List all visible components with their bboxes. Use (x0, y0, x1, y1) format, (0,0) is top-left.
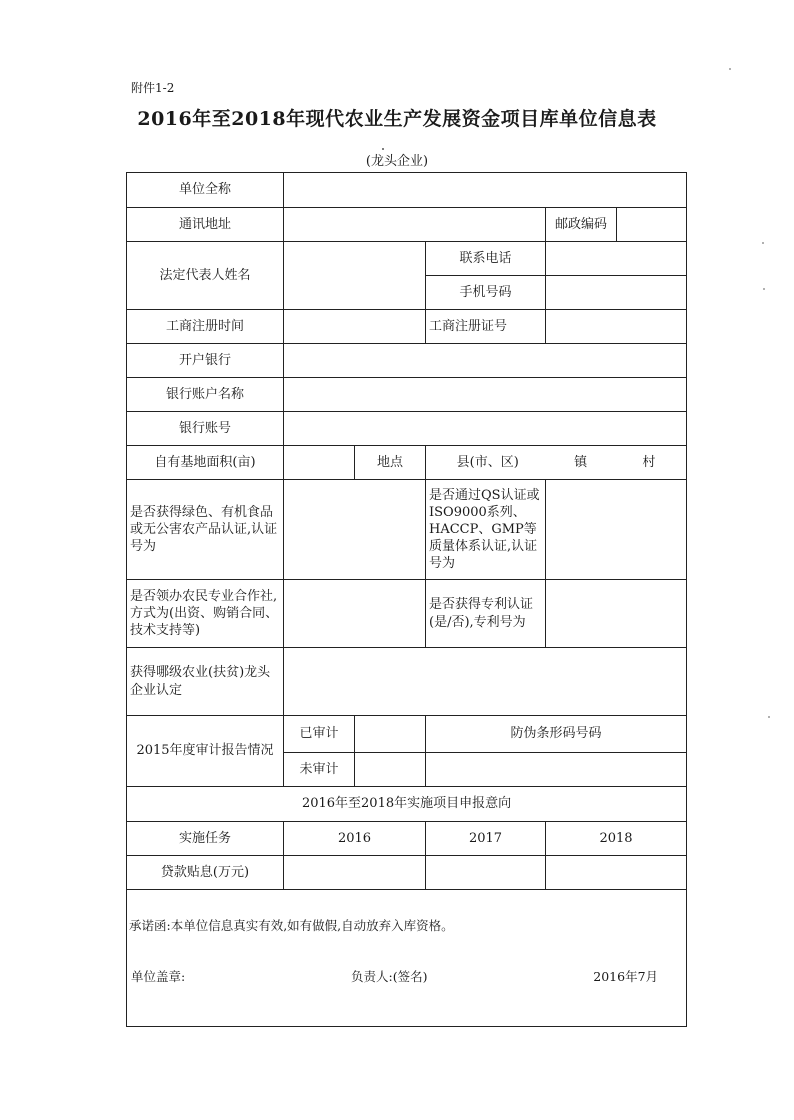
scan-speck (768, 716, 770, 718)
bank-label: 开户银行 (127, 344, 284, 378)
coop-label: 是否领办农民专业合作社,方式为(出资、购销合同、技术支持等) (127, 580, 284, 648)
location-label: 地点 (355, 446, 426, 480)
address-field[interactable] (284, 208, 546, 242)
village-label: 村 (642, 454, 656, 470)
loan-2016-field[interactable] (284, 856, 426, 890)
signature-row (127, 969, 686, 986)
green-cert-label: 是否获得绿色、有机食品或无公害农产品认证,认证号为 (127, 480, 284, 580)
town-label: 镇 (574, 454, 588, 470)
patent-field[interactable] (546, 580, 687, 648)
row-bank (127, 344, 687, 378)
row-base-area (127, 446, 687, 480)
leading-level-label: 获得哪级农业(扶贫)龙头企业认定 (127, 648, 284, 716)
info-form-table (126, 172, 687, 1027)
company-name-label: 单位全称 (127, 173, 284, 208)
scan-speck (729, 68, 731, 70)
row-legal-rep (127, 242, 687, 276)
loan-2017-field[interactable] (426, 856, 546, 890)
company-name-field[interactable] (284, 173, 687, 208)
qs-cert-field[interactable] (546, 480, 687, 580)
row-account-no (127, 412, 687, 446)
reg-no-label: 工商注册证号 (426, 310, 546, 344)
coop-field[interactable] (284, 580, 426, 648)
audit-label: 2015年度审计报告情况 (127, 716, 284, 787)
audited-label: 已审计 (284, 716, 355, 753)
date-label: 2016年7月 (593, 968, 659, 984)
mobile-label: 手机号码 (426, 276, 546, 310)
pledge-cell (127, 890, 687, 1027)
barcode-field[interactable] (426, 753, 687, 787)
year-2018-header: 2018 (546, 822, 687, 856)
page-title: 2016年至2018年现代农业生产发展资金项目库单位信息表 (137, 108, 657, 130)
row-plan-header (127, 787, 687, 822)
mobile-field[interactable] (546, 276, 687, 310)
reg-time-label: 工商注册时间 (127, 310, 284, 344)
loan-subsidy-label: 贷款贴息(万元) (127, 856, 284, 890)
legal-rep-field[interactable] (284, 242, 426, 310)
row-leading-level (127, 648, 687, 716)
seal-label: 单位盖章: (131, 968, 186, 984)
row-account-name (127, 378, 687, 412)
postal-code-label: 邮政编码 (546, 208, 617, 242)
year-2017-header: 2017 (426, 822, 546, 856)
bank-field[interactable] (284, 344, 687, 378)
row-cooperative (127, 580, 687, 648)
row-registration (127, 310, 687, 344)
row-task-years (127, 822, 687, 856)
reg-time-field[interactable] (284, 310, 426, 344)
plan-header: 2016年至2018年实施项目申报意向 (127, 787, 687, 822)
pledge-text: 承诺函:本单位信息真实有效,如有做假,自动放弃入库资格。 (129, 918, 454, 933)
row-address (127, 208, 687, 242)
account-no-label: 银行账号 (127, 412, 284, 446)
barcode-label: 防伪条形码号码 (426, 716, 687, 753)
year-2016-header: 2016 (284, 822, 426, 856)
patent-label: 是否获得专利认证(是/否),专利号为 (426, 580, 546, 648)
account-no-field[interactable] (284, 412, 687, 446)
row-pledge (127, 890, 687, 1027)
not-audited-field[interactable] (355, 753, 426, 787)
qs-cert-label: 是否通过QS认证或ISO9000系列、HACCP、GMP等质量体系认证,认证号为 (426, 480, 546, 580)
row-certification (127, 480, 687, 580)
row-company-name (127, 173, 687, 208)
reg-no-field[interactable] (546, 310, 687, 344)
account-name-field[interactable] (284, 378, 687, 412)
phone-label: 联系电话 (426, 242, 546, 276)
location-field[interactable] (426, 446, 687, 480)
row-loan-subsidy (127, 856, 687, 890)
scan-speck (762, 242, 764, 244)
address-label: 通讯地址 (127, 208, 284, 242)
attachment-label: 附件1-2 (131, 81, 175, 95)
base-area-label: 自有基地面积(亩) (127, 446, 284, 480)
not-audited-label: 未审计 (284, 753, 355, 787)
phone-field[interactable] (546, 242, 687, 276)
green-cert-field[interactable] (284, 480, 426, 580)
loan-2018-field[interactable] (546, 856, 687, 890)
county-label: 县(市、区) (456, 454, 519, 470)
account-name-label: 银行账户名称 (127, 378, 284, 412)
page-subtitle: (龙头企业) (365, 154, 429, 169)
responsible-label: 负责人:(签名) (351, 968, 428, 984)
row-audited (127, 716, 687, 753)
task-label: 实施任务 (127, 822, 284, 856)
postal-code-field[interactable] (617, 208, 687, 242)
audited-field[interactable] (355, 716, 426, 753)
legal-rep-label: 法定代表人姓名 (127, 242, 284, 310)
base-area-field[interactable] (284, 446, 355, 480)
leading-level-field[interactable] (284, 648, 687, 716)
scan-speck (763, 288, 765, 290)
